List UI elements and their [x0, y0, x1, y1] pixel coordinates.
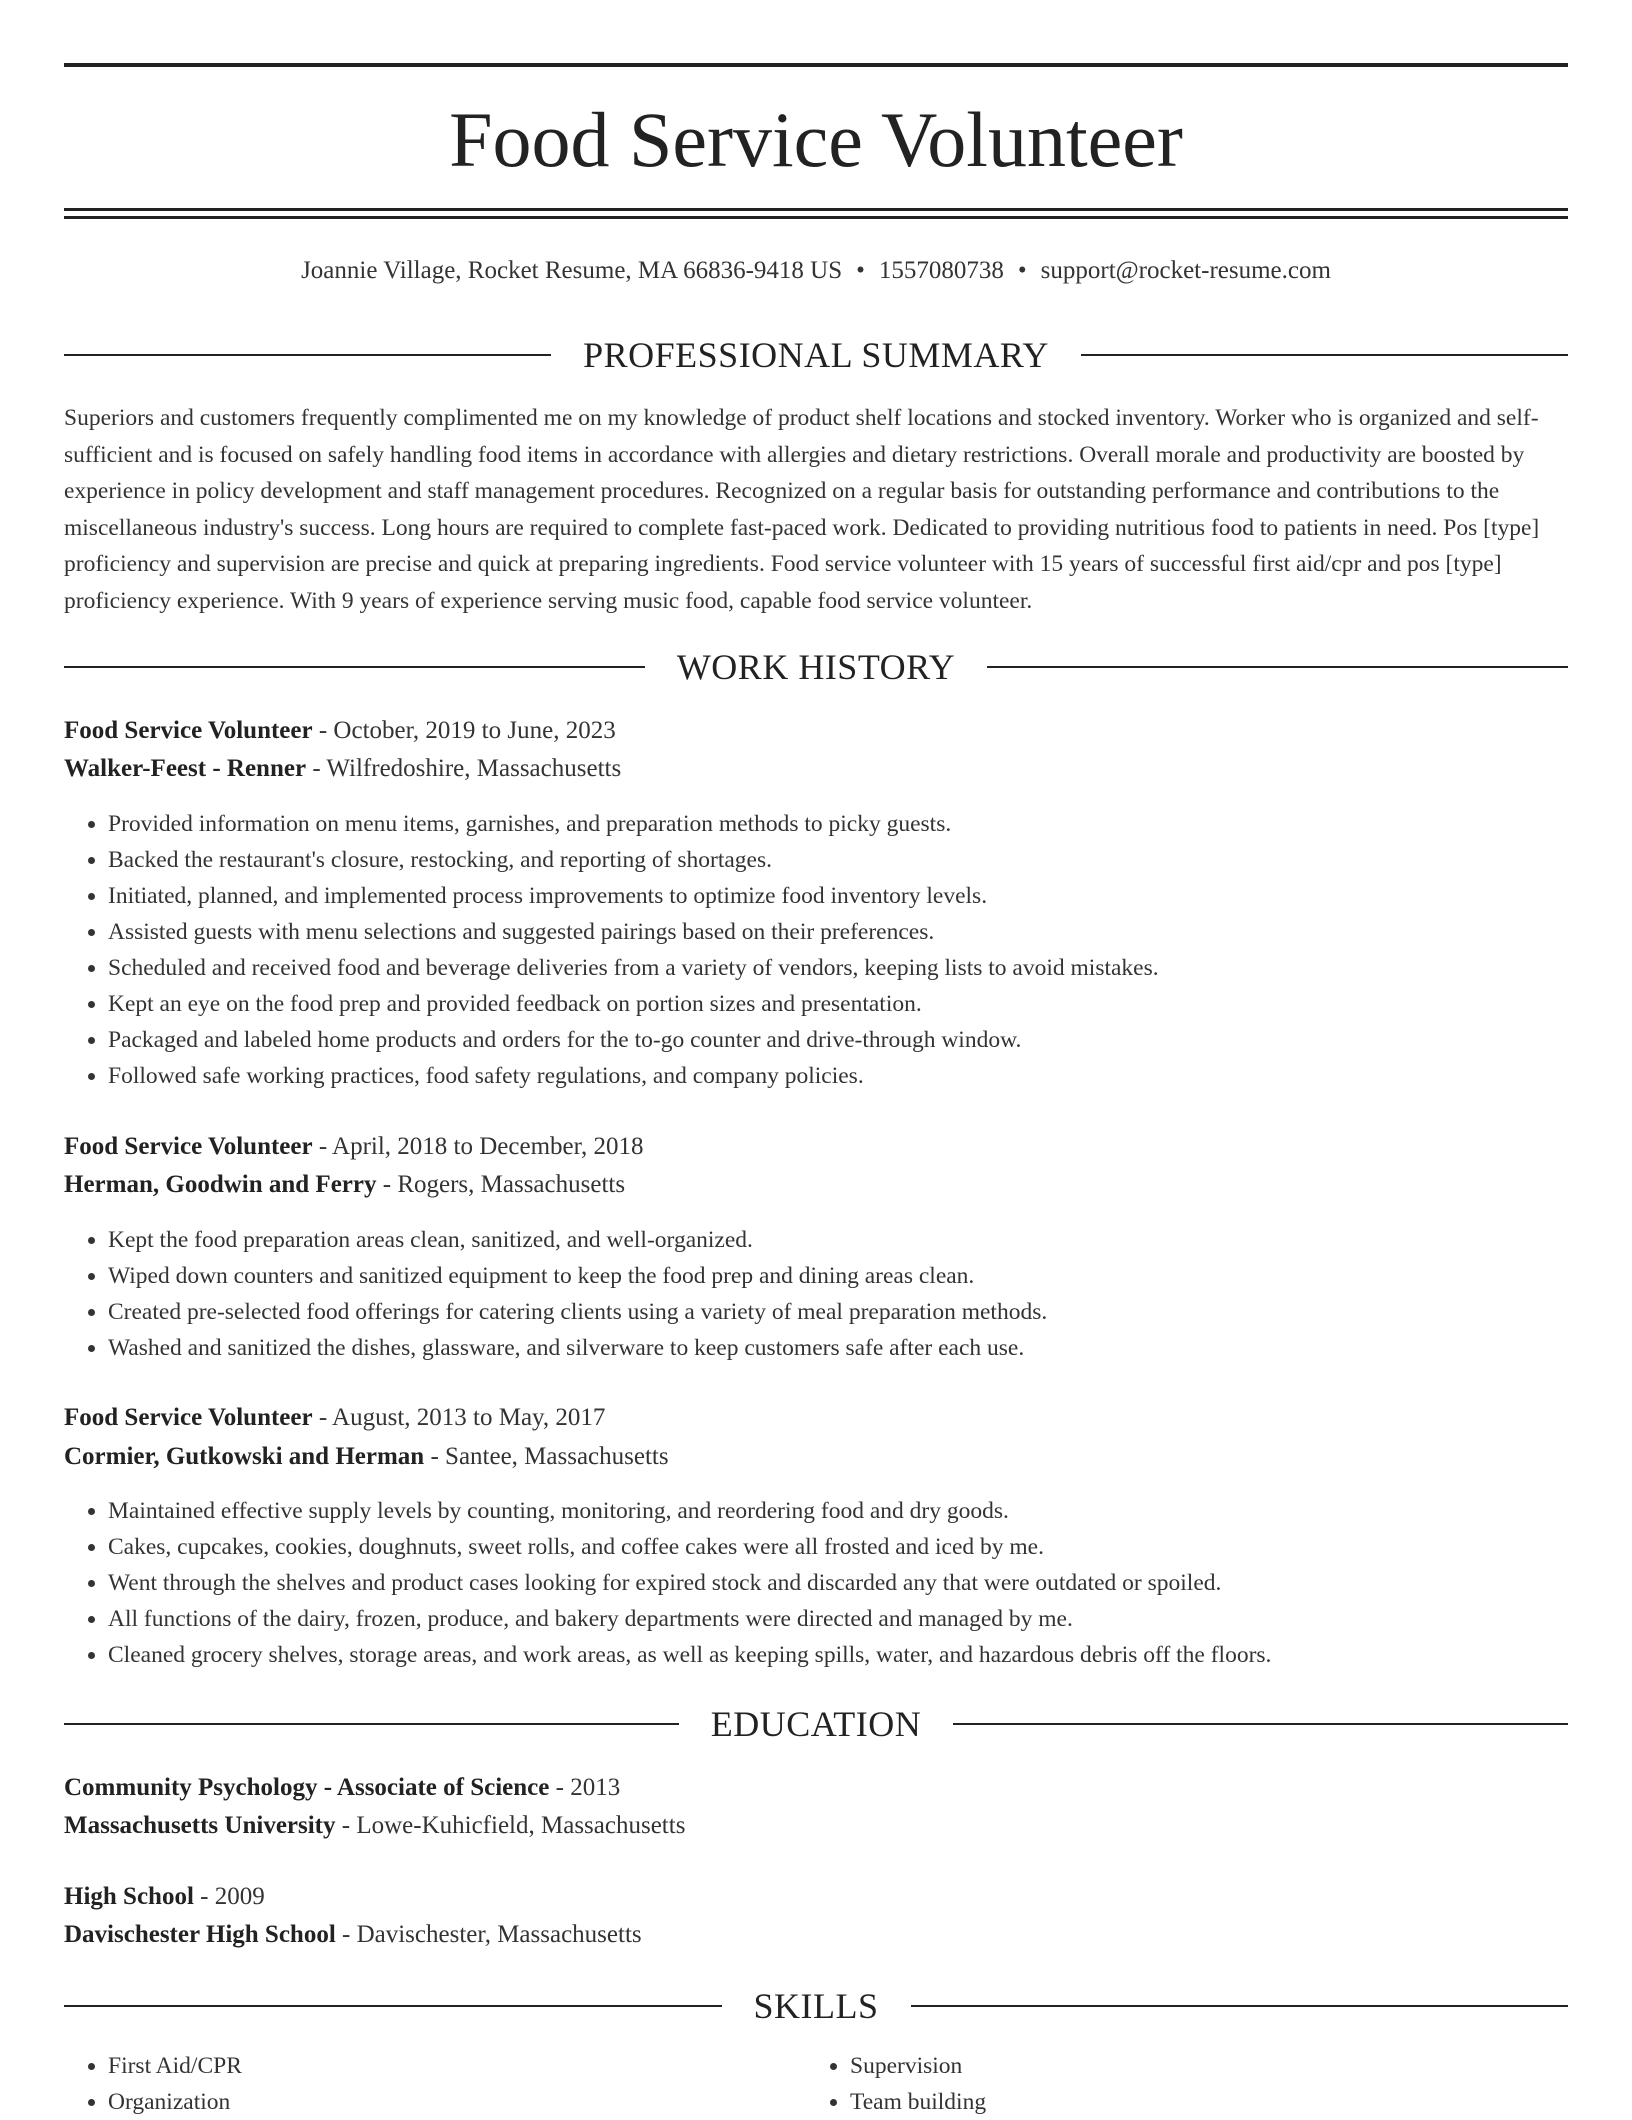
list-item: • Cakes, cupcakes, cookies, doughnuts, sweet rolls, and coffee cakes were all frosted and iced by me.	[108, 1529, 1568, 1565]
list-item: • Maintained effective supply levels by counting, monitoring, and reordering food and dry goods.	[108, 1493, 1568, 1529]
job-employer: Cormier, Gutkowski and Herman	[64, 1443, 425, 1470]
list-item: • Cleaned grocery shelves, storage areas, and work areas, as well as keeping spills, water, and hazardous debris off the floors.	[108, 1637, 1568, 1673]
list-item: • Assisted guests with menu selections and suggested pairings based on their preferences.	[108, 914, 1568, 950]
education-school-line	[64, 1916, 642, 1954]
education-school-line	[64, 1807, 685, 1845]
education-degree-line	[64, 1878, 265, 1916]
list-item: • Backed the restaurant's closure, restocking, and reporting of shortages.	[108, 842, 1568, 878]
heading-rule	[64, 2005, 722, 2007]
section-skills-heading	[64, 1984, 1568, 2028]
list-item: • Washed and sanitized the dishes, glassware, and silverware to keep customers safe after each use.	[108, 1330, 1568, 1366]
job-location: - Rogers, Massachusetts	[376, 1171, 626, 1198]
contact-separator: •	[1017, 257, 1027, 284]
section-education-heading	[64, 1702, 1568, 1746]
education-degree: High School	[64, 1883, 194, 1910]
job-title-line	[64, 712, 616, 750]
resume-name: Food Service Volunteer	[449, 96, 1183, 183]
job-title: Food Service Volunteer	[64, 1404, 313, 1431]
job-employer-line	[64, 750, 621, 788]
education-degree-line	[64, 1769, 620, 1807]
heading-rule	[987, 666, 1568, 668]
section-title: EDUCATION	[710, 1704, 922, 1744]
heading-rule	[953, 1723, 1568, 1725]
list-item: • Provided information on menu items, garnishes, and preparation methods to picky guests.	[108, 806, 1568, 842]
contact-phone: 1557080738	[878, 257, 1004, 284]
list-item: • Wiped down counters and sanitized equipment to keep the food prep and dining areas clean.	[108, 1258, 1568, 1294]
top-rule	[64, 63, 1568, 67]
job-title-line	[64, 1128, 643, 1166]
education-location: - Lowe-Kuhicfield, Massachusetts	[335, 1812, 686, 1839]
list-item: • Followed safe working practices, food safety regulations, and company policies.	[108, 1058, 1568, 1094]
section-title: SKILLS	[753, 1986, 879, 2026]
contact-line	[64, 252, 1568, 290]
heading-rule	[64, 354, 551, 356]
heading-rule	[64, 1723, 679, 1725]
heading-rule	[1081, 354, 1568, 356]
job-employer-line	[64, 1166, 625, 1204]
skill-item: • Team building	[850, 2084, 1568, 2120]
job-bullets	[64, 1493, 1568, 1673]
skill-item: • First Aid/CPR	[108, 2048, 808, 2084]
job-bullets	[64, 806, 1568, 1094]
job-title: Food Service Volunteer	[64, 1133, 313, 1160]
skills-list-left	[64, 2048, 808, 2120]
list-item: • Created pre-selected food offerings for catering clients using a variety of meal preparation methods.	[108, 1294, 1568, 1330]
list-item: • Kept the food preparation areas clean, sanitized, and well-organized.	[108, 1222, 1568, 1258]
section-title: PROFESSIONAL SUMMARY	[583, 335, 1049, 375]
contact-address: Joannie Village, Rocket Resume, MA 66836-9418 US	[301, 257, 843, 284]
list-item: • Went through the shelves and product cases looking for expired stock and discarded any that were outdated or spoiled.	[108, 1565, 1568, 1601]
education-location: - Davischester, Massachusetts	[335, 1921, 642, 1948]
job-employer: Walker-Feest - Renner	[64, 755, 307, 782]
job-dates: - October, 2019 to June, 2023	[312, 717, 616, 744]
summary-text: Superiors and customers frequently complimented me on my knowledge of product shelf locations and stocked inventory. Worker who is organized and self-sufficient and is focused on safely handling food items in accordance with allergies and dietary restrictions. Overall morale and productivity are boosted by experience in policy development and staff management procedures. Recognized on a regular basis for outstanding performance and contributions to the miscellaneous industry's success. Long hours are required to complete fast-paced work. Dedicated to providing nutritious food to patients in need. Pos [type] proficiency and supervision are precise and quick at preparing ingredients. Food service volunteer with 15 years of successful first aid/cpr and pos [type] proficiency experience. With 9 years of experience serving music food, capable food service volunteer.	[64, 405, 1540, 614]
header-rule-2	[64, 216, 1568, 219]
education-degree: Community Psychology - Associate of Science	[64, 1774, 550, 1801]
contact-email: support@rocket-resume.com	[1040, 257, 1331, 284]
heading-rule	[911, 2005, 1569, 2007]
education-school: Davischester High School	[64, 1921, 336, 1948]
list-item: • All functions of the dairy, frozen, produce, and bakery departments were directed and managed by me.	[108, 1601, 1568, 1637]
header-rule-1	[64, 208, 1568, 211]
job-dates: - August, 2013 to May, 2017	[312, 1404, 606, 1431]
list-item: • Kept an eye on the food prep and provided feedback on portion sizes and presentation.	[108, 986, 1568, 1022]
job-employer-line	[64, 1438, 669, 1476]
job-title-line	[64, 1399, 605, 1437]
section-summary-heading	[64, 333, 1568, 377]
skills-list-right	[806, 2048, 1568, 2120]
section-title: WORK HISTORY	[676, 647, 956, 687]
job-location: - Santee, Massachusetts	[424, 1443, 669, 1470]
skill-item: • Supervision	[850, 2048, 1568, 2084]
section-work-heading	[64, 645, 1568, 689]
job-title: Food Service Volunteer	[64, 717, 313, 744]
job-employer: Herman, Goodwin and Ferry	[64, 1171, 377, 1198]
list-item: • Initiated, planned, and implemented process improvements to optimize food inventory levels.	[108, 878, 1568, 914]
job-location: - Wilfredoshire, Massachusetts	[306, 755, 622, 782]
heading-rule	[64, 666, 645, 668]
education-year: - 2013	[549, 1774, 621, 1801]
skill-item: • Organization	[108, 2084, 808, 2120]
list-item: • Scheduled and received food and beverage deliveries from a variety of vendors, keeping lists to avoid mistakes.	[108, 950, 1568, 986]
contact-separator: •	[856, 257, 865, 284]
job-bullets	[64, 1222, 1568, 1366]
list-item: • Packaged and labeled home products and orders for the to-go counter and drive-through window.	[108, 1022, 1568, 1058]
education-year: - 2009	[193, 1883, 265, 1910]
job-dates: - April, 2018 to December, 2018	[312, 1133, 644, 1160]
education-school: Massachusetts University	[64, 1812, 336, 1839]
